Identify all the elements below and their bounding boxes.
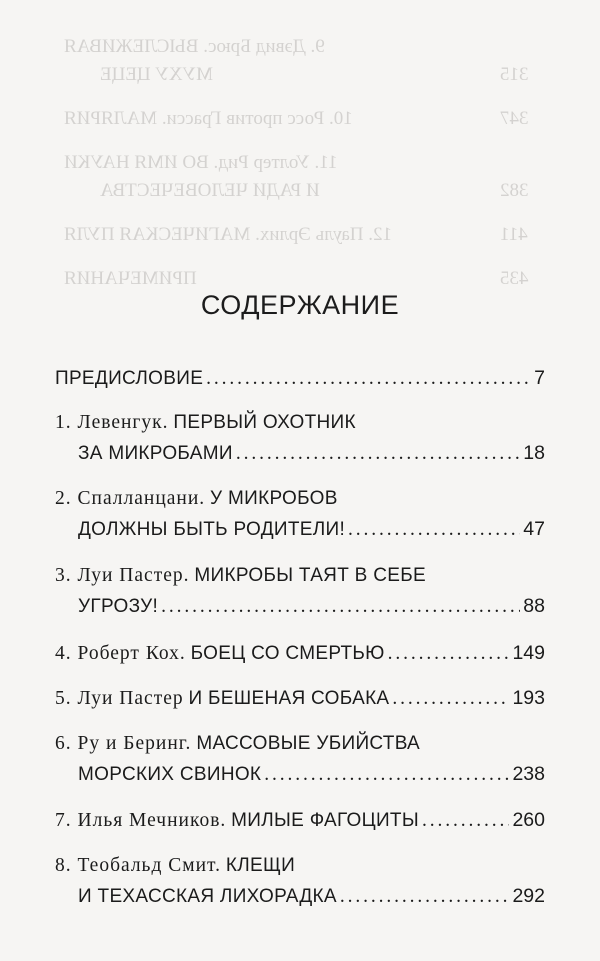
toc-entry-line	[78, 513, 545, 545]
toc-page-number: 193	[512, 687, 545, 709]
toc-page-number: 292	[512, 885, 545, 907]
bleed-line: ПРИМЕЧАНИЯ	[64, 268, 197, 289]
toc-entry-author: 7. Илья Мечников.	[55, 810, 227, 831]
toc-entry-author: 1. Левенгук.	[55, 412, 169, 433]
leader-dots	[264, 759, 509, 791]
toc-entry-title: МОРСКИХ СВИНОК	[78, 764, 262, 785]
bleed-line: И РАДИ ЧЕЛОВЕЧЕСТВА	[100, 180, 320, 201]
bleed-line: 435	[500, 268, 529, 289]
toc-entry-line	[55, 483, 545, 515]
toc-entry-line	[55, 637, 545, 669]
toc-entry-line	[55, 804, 545, 836]
leader-dots	[236, 438, 520, 470]
toc-entry-title: МИЛЫЕ ФАГОЦИТЫ	[231, 810, 419, 831]
bleed-line: 347	[500, 108, 529, 129]
toc-entry-title: МАССОВЫЕ УБИЙСТВА	[196, 733, 421, 754]
toc-entry-line	[55, 728, 545, 760]
toc-entry-line	[78, 437, 545, 469]
leader-dots	[340, 881, 510, 913]
leader-dots	[388, 638, 510, 670]
toc-entry-author: 2. Спалланцани.	[55, 488, 206, 509]
leader-dots	[161, 591, 520, 623]
toc-entry-line	[78, 758, 545, 790]
leader-dots	[392, 683, 509, 715]
toc-entry-line	[55, 560, 545, 592]
toc-page-number: 7	[534, 367, 545, 389]
leader-dots	[422, 805, 510, 837]
toc-entry-title: ЗА МИКРОБАМИ	[78, 443, 233, 464]
toc-entry-title: КЛЕЩИ	[225, 855, 296, 876]
bleed-line: 11. Уолтер Рид. ВО ИМЯ НАУКИ	[64, 152, 338, 173]
bleed-line: 382	[500, 180, 529, 201]
page-title: СОДЕРЖАНИЕ	[200, 290, 400, 320]
toc-entry-title: ПРЕДИСЛОВИЕ	[55, 368, 204, 389]
toc-page-number: 238	[512, 763, 545, 785]
toc-page-number: 18	[523, 442, 545, 464]
toc-entry-line	[55, 682, 545, 714]
toc-entry-title: ДОЛЖНЫ БЫТЬ РОДИТЕЛИ!	[78, 519, 346, 540]
bleed-line: 12. Пауль Эрлих. МАГИЧЕСКАЯ ПУЛЯ	[64, 224, 393, 245]
leader-dots	[206, 363, 531, 395]
toc-entry-title: ПЕРВЫЙ ОХОТНИК	[173, 412, 356, 433]
toc-page-number: 149	[512, 642, 545, 664]
bleed-line: МУХУ ЦЕЦЕ	[100, 64, 213, 85]
toc-entry-author: 8. Теобальд Смит.	[55, 855, 221, 876]
toc-entry-title: УГРОЗУ!	[78, 596, 159, 617]
toc-entry-title: БОЕЦ СО СМЕРТЬЮ	[190, 643, 385, 664]
toc-entry-line	[78, 590, 545, 622]
toc-entry-author: 4. Роберт Кох.	[55, 643, 186, 664]
toc-entry-author: 6. Ру и Беринг.	[55, 733, 192, 754]
toc-entry-author: 3. Луи Пастер.	[55, 565, 190, 586]
toc-entry-line	[55, 407, 545, 439]
toc-page-number: 88	[523, 595, 545, 617]
bleed-line: 10. Росс против Грасси. МАЛЯРИЯ	[64, 108, 353, 129]
toc-entry-title: МИКРОБЫ ТАЯТ В СЕБЕ	[194, 565, 426, 586]
bleed-line: 9. Дэвид Брюс. ВЫСЛЕЖИВАЯ	[64, 36, 325, 57]
toc-entry-author: 5. Луи Пастер	[55, 688, 184, 709]
toc-entry-line	[55, 362, 545, 394]
toc-entry-line	[78, 880, 545, 912]
toc-entry-line	[55, 850, 545, 882]
bleed-line: 315	[500, 64, 529, 85]
toc-entry-title: И ТЕХАССКАЯ ЛИХОРАДКА	[78, 886, 337, 907]
bleed-through-reverse-page	[0, 0, 600, 300]
leader-dots	[348, 514, 520, 546]
toc-page-number: 260	[512, 809, 545, 831]
toc-page-number: 47	[523, 518, 545, 540]
bleed-line: 411	[500, 224, 528, 245]
toc-entry-title: И БЕШЕНАЯ СОБАКА	[188, 688, 390, 709]
toc-entry-title: У МИКРОБОВ	[210, 488, 338, 509]
